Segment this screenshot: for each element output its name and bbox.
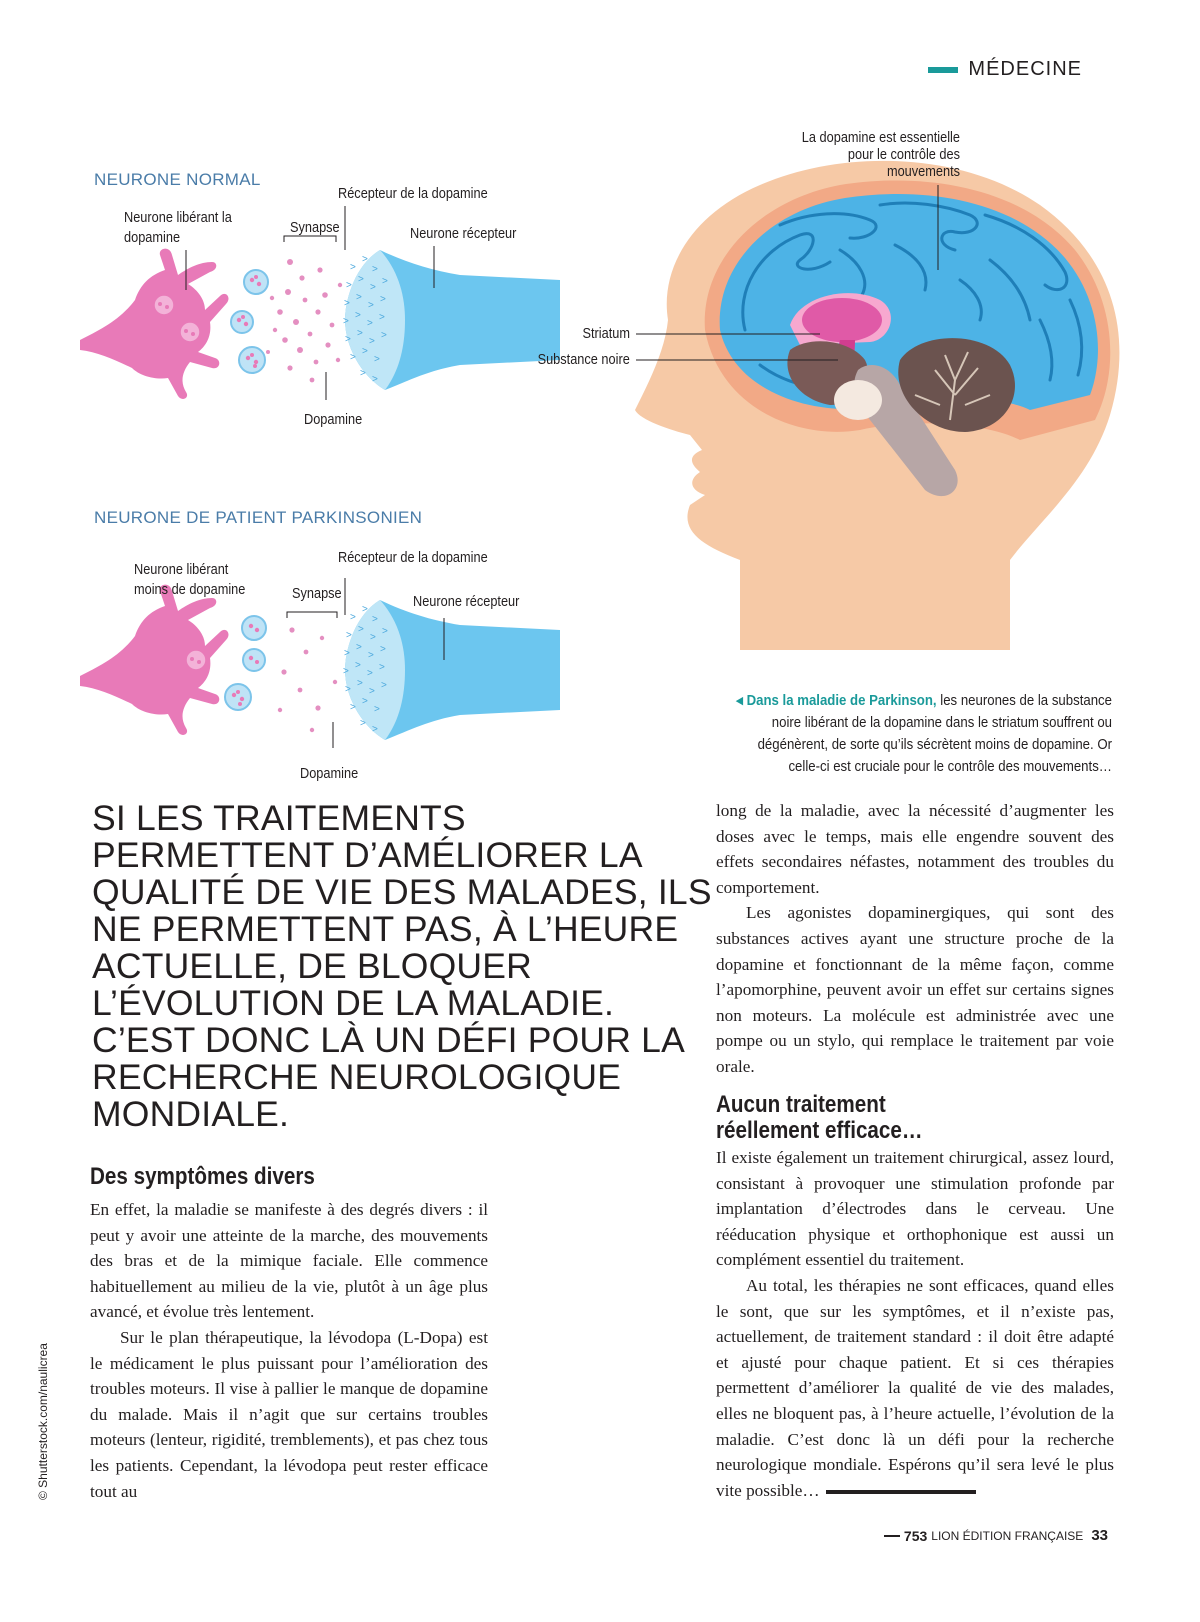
parkinson-dopamine-label: Dopamine <box>300 766 359 782</box>
svg-text:>: > <box>368 300 374 311</box>
end-of-article-bar <box>826 1490 976 1494</box>
right-paragraph-2: Les agonistes dopaminergiques, qui sont des substances actives ayant une structure proche de la dopamine et fonctionnant de la même façon, comme l’apomorphine, peuvent avoir un effet sur certains signes non moteurs. La molécule est administrée avec une pompe ou un stylo, qui remplace le traitement par voie orale. <box>716 903 1114 1076</box>
svg-text:>: > <box>344 298 350 309</box>
svg-text:>: > <box>367 318 373 329</box>
svg-text:>: > <box>357 678 363 689</box>
svg-text:>: > <box>374 354 380 365</box>
svg-text:>: > <box>370 632 376 643</box>
svg-text:>: > <box>380 644 386 655</box>
parkinson-synapse-label: Synapse <box>292 586 342 602</box>
svg-text:>: > <box>350 352 356 363</box>
svg-text:>: > <box>362 346 368 357</box>
left-column <box>90 1197 488 1504</box>
svg-text:>: > <box>343 666 349 677</box>
normal-receiver-label: Neurone récepteur <box>410 226 517 242</box>
svg-text:>: > <box>382 626 388 637</box>
section2-paragraph-2-text: Au total, les thérapies ne sont efficaces, quand elles le sont, que sur les symptômes, et il n’existe pas, actuellement, de traitement standard : il doit être adapté et ajusté pour chaque patient. Et si ces thérapies permettent d’améliorer la qualité de vie des malades, elles ne bloquent pas, à l’heure actuelle, l’évolution de la maladie. C’est donc là un défi pour la recherche neurologique mondiale. Espérons qu’il sera levé le plus vite possible… <box>716 1275 1114 1500</box>
svg-text:>: > <box>350 262 356 273</box>
parkinson-sender-label: Neurone libérant moins de dopamine <box>134 562 246 599</box>
svg-text:>: > <box>362 696 368 707</box>
page-folio <box>884 1527 1108 1544</box>
svg-text:>: > <box>350 702 356 713</box>
svg-text:>: > <box>379 312 385 323</box>
pull-quote: SI LES TRAITEMENTS PERMETTENT D’AMÉLIORER LA QUALITÉ DE VIE DES MALADES, ILS NE PERMETTENT PAS, À L’HEURE ACTUELLE, DE BLOQUER L’ÉVOLUTION DE LA MALADIE. C’EST DONC LÀ UN DÉFI POUR LA RECHERCHE NEUROLOGIQUE MONDIALE. <box>92 798 712 1134</box>
parkinson-vesicles <box>225 616 266 710</box>
svg-text:>: > <box>369 336 375 347</box>
svg-text:>: > <box>345 684 351 695</box>
normal-dopamine-label: Dopamine <box>304 412 363 428</box>
folio-issue: 753 <box>903 1527 928 1544</box>
right-column-bottom <box>716 1145 1114 1503</box>
section1-paragraph-1: En effet, la maladie se manifeste à des degrés divers : il peut y avoir une atteinte de la marche, des mouvements des bras et de la mimique faciale. Elle commence habituellement au milieu de la vie, plutôt à un âge plus avancé, et évolue très lentement. <box>90 1200 488 1322</box>
svg-text:>: > <box>372 264 378 275</box>
caption-lead: ◂ Dans la maladie de Parkinson, <box>736 692 937 709</box>
normal-sender-label: Neurone libérant la dopamine <box>124 210 232 247</box>
brain-substance-noire-label: Substance noire <box>537 352 630 368</box>
pons-shape <box>834 380 882 420</box>
svg-text:>: > <box>379 662 385 673</box>
illustrations <box>0 0 1200 800</box>
svg-text:>: > <box>345 334 351 345</box>
svg-text:>: > <box>360 368 366 379</box>
svg-text:>: > <box>343 316 349 327</box>
section2-heading-line1: Aucun traitement <box>716 1091 886 1118</box>
folio-page-number: 33 <box>1091 1527 1108 1544</box>
svg-text:>: > <box>355 310 361 321</box>
svg-text:>: > <box>382 276 388 287</box>
svg-text:>: > <box>370 282 376 293</box>
svg-text:>: > <box>367 668 373 679</box>
svg-text:>: > <box>374 704 380 715</box>
svg-text:>: > <box>372 374 378 385</box>
normal-synapse-label: Synapse <box>290 220 340 236</box>
normal-diagram-title: NEURONE NORMAL <box>94 170 261 189</box>
normal-sender-neuron <box>80 249 228 399</box>
section2-paragraph-1: Il existe également un traitement chirurgical, assez lourd, consistant à provoquer une stimulation profonde par implantation d’électrodes dans le cerveau. Une rééducation physique et orthophonique est aussi un complément essentiel du traitement. <box>716 1148 1114 1270</box>
svg-text:>: > <box>381 330 387 341</box>
normal-dopamine-dots <box>266 259 342 382</box>
right-column-top <box>716 798 1114 1080</box>
svg-text:>: > <box>346 630 352 641</box>
section1-heading: Des symptômes divers <box>90 1163 315 1190</box>
section2-heading-line2: réellement efficace… <box>716 1117 923 1144</box>
brain-dopamine-role-label: La dopamine est essentielle pour le contrôle des mouvements <box>801 130 960 180</box>
brain-striatum-label: Striatum <box>582 326 630 342</box>
svg-text:>: > <box>355 660 361 671</box>
section2-paragraph-2 <box>716 1273 1114 1503</box>
folio-dash <box>884 1535 900 1537</box>
section-label: MÉDECINE <box>968 58 1082 80</box>
svg-text:>: > <box>360 718 366 729</box>
parkinson-diagram-title: NEURONE DE PATIENT PARKINSONIEN <box>94 508 423 527</box>
parkinson-dopamine-dots <box>278 627 337 732</box>
svg-text:>: > <box>381 680 387 691</box>
folio-publication: LION ÉDITION FRANÇAISE <box>931 1528 1084 1543</box>
striatum-shape <box>802 298 882 342</box>
section1-paragraph-2: Sur le plan thérapeutique, la lévodopa (L-Dopa) est le médicament le plus puissant pour l’amélioration des troubles moteurs. Il vise à pallier le manque de dopamine du malade. Mais il n’agit que sur certains troubles moteurs (lenteur, rigidité, tremblements), et pas chez tous les patients. Cependant, la lévodopa peut rester efficace tout au <box>90 1327 488 1501</box>
svg-text:>: > <box>356 642 362 653</box>
svg-text:>: > <box>369 686 375 697</box>
svg-text:>: > <box>380 294 386 305</box>
section2-heading <box>716 1092 923 1144</box>
parkinson-receptor-label: Récepteur de la dopamine <box>338 550 488 566</box>
figure-caption <box>732 690 1112 778</box>
photo-credit: © Shutterstock.com/naulicrea <box>36 1343 50 1500</box>
caption-body: les neurones de la substance noire libérant de la dopamine dans le striatum souffrent ou dégénèrent, de sorte qu’ils sécrètent moins de dopamine. Or celle-ci est cruciale pour le contrôle des mouvements… <box>757 692 1112 775</box>
svg-text:>: > <box>372 724 378 735</box>
svg-text:>: > <box>368 650 374 661</box>
svg-text:>: > <box>346 280 352 291</box>
svg-text:>: > <box>357 328 363 339</box>
svg-text:>: > <box>362 254 368 265</box>
right-paragraph-1: long de la maladie, avec la nécessité d’augmenter les doses avec le temps, mais elle engendre souvent des effets secondaires néfastes, notamment des troubles du comportement. <box>716 801 1114 897</box>
svg-text:>: > <box>356 292 362 303</box>
svg-text:>: > <box>362 604 368 615</box>
svg-text:>: > <box>350 612 356 623</box>
head-illustration <box>635 161 1119 650</box>
svg-text:>: > <box>358 274 364 285</box>
svg-text:>: > <box>372 614 378 625</box>
svg-text:>: > <box>344 648 350 659</box>
normal-receptor-label: Récepteur de la dopamine <box>338 186 488 202</box>
parkinson-receiver-label: Neurone récepteur <box>413 594 520 610</box>
svg-text:>: > <box>358 624 364 635</box>
